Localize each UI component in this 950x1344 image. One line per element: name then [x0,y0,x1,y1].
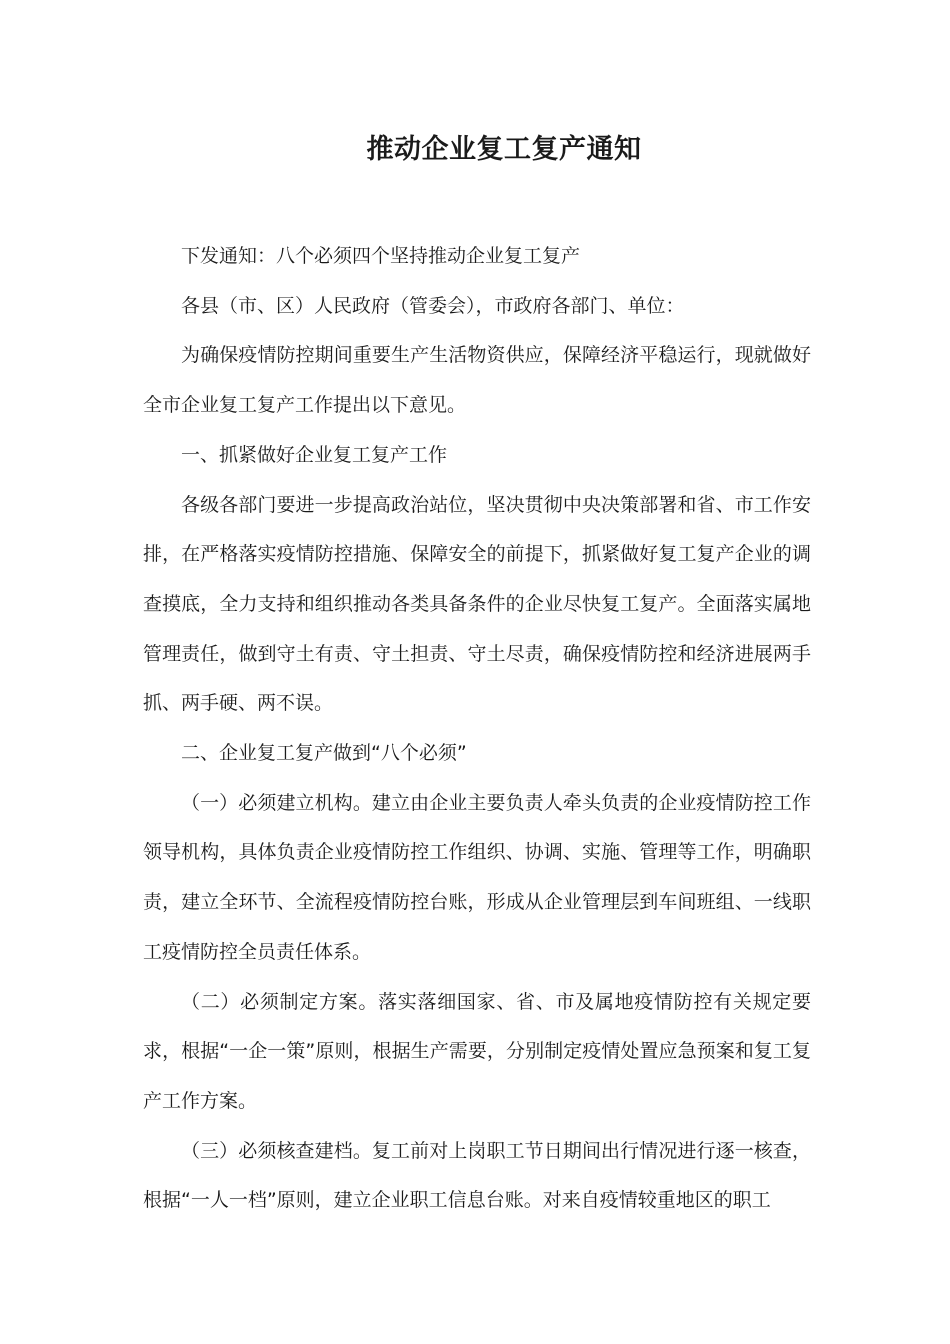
section-heading-1: 一、抓紧做好企业复工复产工作 [181,443,448,466]
document-body [143,232,811,1226]
item-3-paragraph: （三）必须核查建档。复工前对上岗职工节日期间出行情况进行逐一核查，根据“一人一档”原则，建立企业职工信息台账。对来自疫情较重地区的职工 [143,1139,811,1212]
section-1-paragraph: 各级各部门要进一步提高政治站位，坚决贯彻中央决策部署和省、市工作安排，在严格落实疫情防控措施、保障安全的前提下，抓紧做好复工复产企业的调查摸底，全力支持和组织推动各类具备条件的企业尽快复工复产。全面落实属地管理责任，做到守土有责、守土担责、守土尽责，确保疫情防控和经济进展两手抓、两手硬、两不误。 [143,493,811,715]
item-2-paragraph: （二）必须制定方案。落实落细国家、省、市及属地疫情防控有关规定要求，根据“一企一策”原则，根据生产需要，分别制定疫情处置应急预案和复工复产工作方案。 [143,990,811,1112]
notice-subject: 下发通知：八个必须四个坚持推动企业复工复产 [181,245,581,267]
section-heading-2: 二、企业复工复产做到“八个必须” [181,742,467,765]
addressee-line: 各县（市、区）人民政府（管委会），市政府各部门、单位： [181,294,685,317]
document-title: 推动企业复工复产通知 [366,134,642,165]
item-1-paragraph: （一）必须建立机构。建立由企业主要负责人牵头负责的企业疫情防控工作领导机构，具体负责企业疫情防控工作组织、协调、实施、管理等工作，明确职责，建立全环节、全流程疫情防控台账，形成从企业管理层到车间班组、一线职工疫情防控全员责任体系。 [143,791,811,963]
intro-paragraph: 为确保疫情防控期间重要生产生活物资供应，保障经济平稳运行，现就做好全市企业复工复产工作提出以下意见。 [143,344,811,417]
